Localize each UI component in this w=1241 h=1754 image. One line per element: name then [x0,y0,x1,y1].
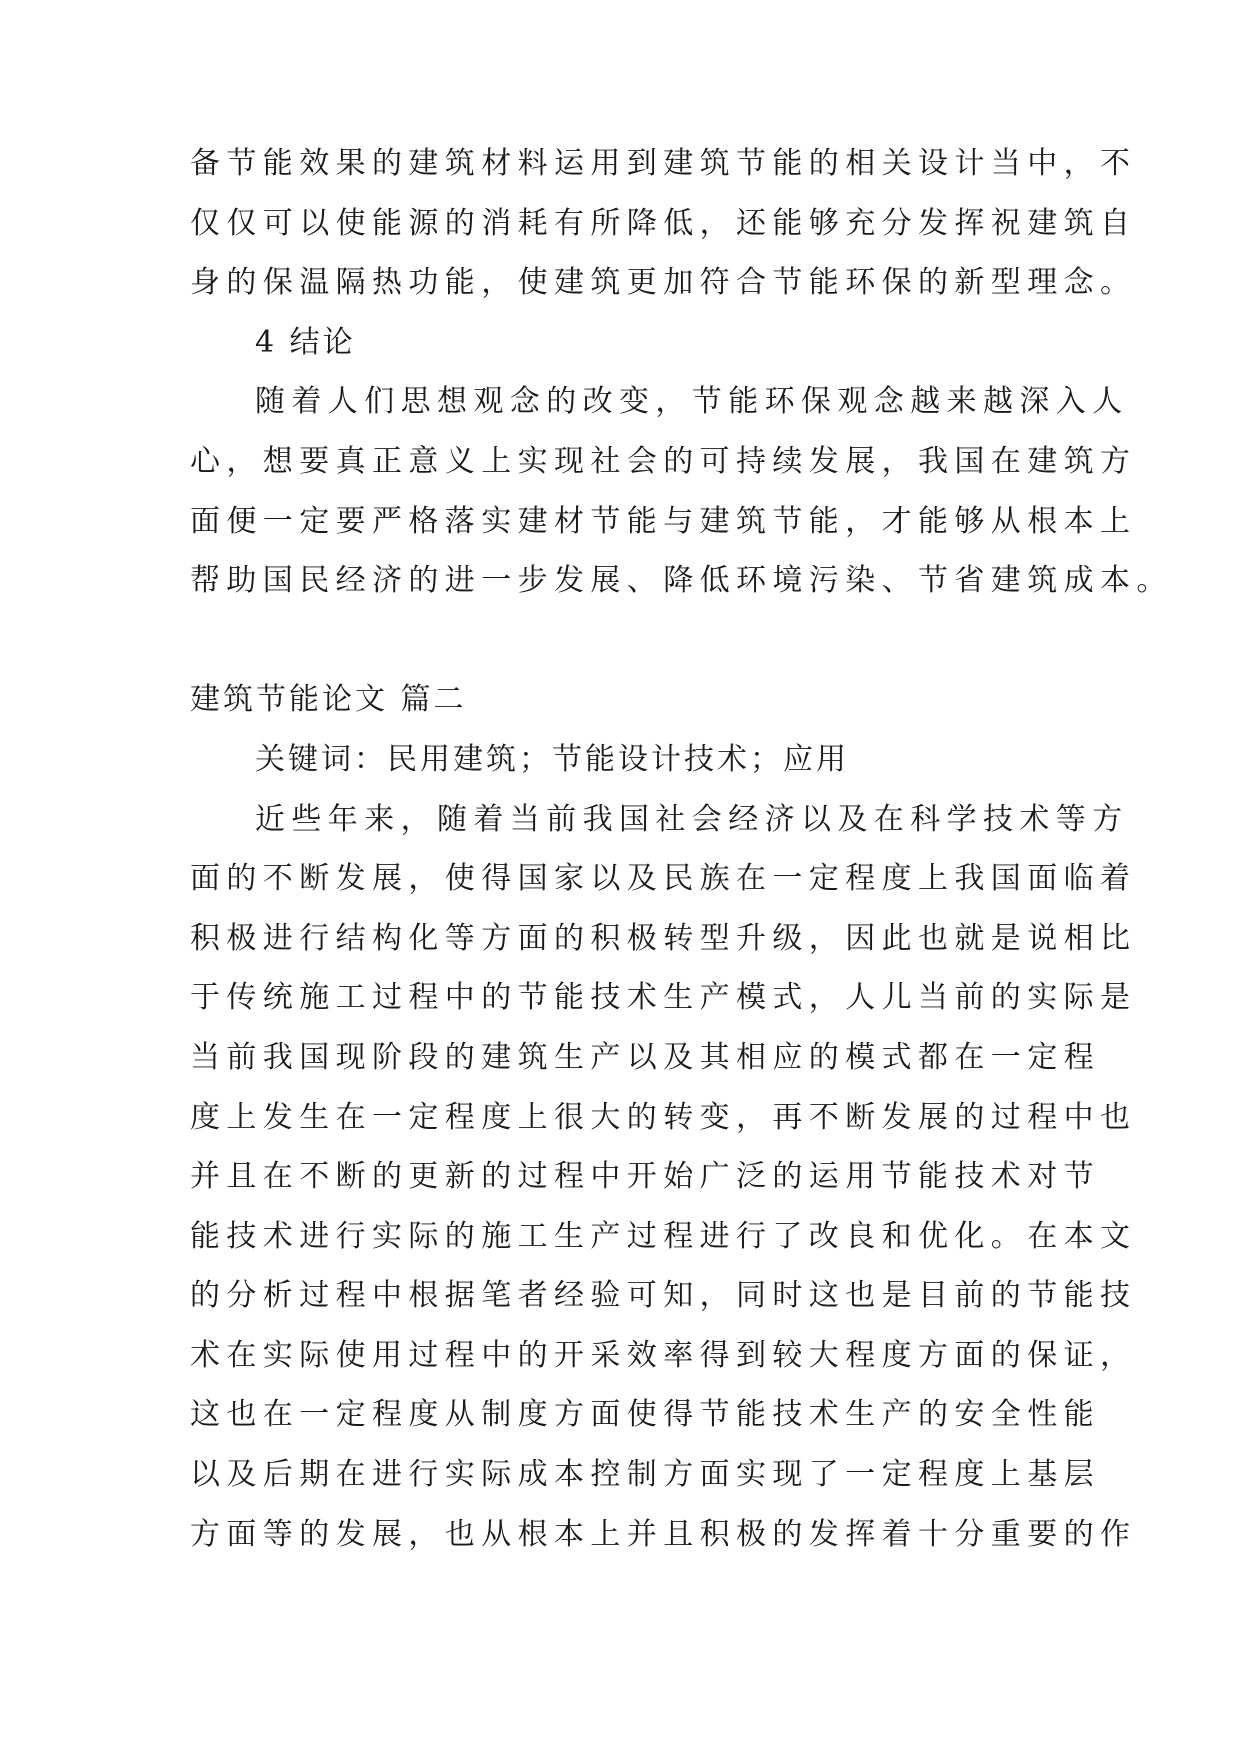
body-line: 能技术进行实际的施工生产过程进行了改良和优化。在本文 [190,1218,1137,1254]
body-line: 度上发生在一定程度上很大的转变，再不断发展的过程中也 [190,1099,1137,1135]
section-one [190,134,1173,611]
body-line: 面的不断发展，使得国家以及民族在一定程度上我国面临着 [190,861,1137,897]
conclusion-line: 面便一定要严格落实建材节能与建筑节能，才能够从根本上 [190,503,1137,539]
body-line: 术在实际使用过程中的开采效率得到较大程度方面的保证， [190,1337,1137,1373]
body-line: 方面等的发展，也从根本上并且积极的发挥着十分重要的作 [190,1516,1137,1552]
body-line: 的分析过程中根据笔者经验可知，同时这也是目前的节能技 [190,1278,1137,1314]
section-gap [190,611,1070,671]
body-line: 于传统施工过程中的节能技术生产模式，人儿当前的实际是 [190,980,1137,1016]
body-line: 当前我国现阶段的建筑生产以及其相应的模式都在一定程 [190,1039,1100,1075]
paragraph-end-line: 备节能效果的建筑材料运用到建筑节能的相关设计当中，不 [190,146,1137,181]
document-body [190,134,1173,1564]
body-line: 积极进行结构化等方面的积极转型升级，因此也就是说相比 [190,920,1137,956]
conclusion-line: 心，想要真正意义上实现社会的可持续发展，我国在建筑方 [190,443,1137,479]
section-title: 建筑节能论文 篇二 [190,682,467,718]
keywords-line: 关键词：民用建筑；节能设计技术；应用 [255,741,849,777]
conclusion-heading: 4 结论 [255,324,356,360]
paragraph-end-line: 仅仅可以使能源的消耗有所降低，还能够充分发挥祝建筑自 [190,205,1137,241]
body-line: 以及后期在进行实际成本控制方面实现了一定程度上基层 [190,1457,1100,1493]
body-line: 近些年来，随着当前我国社会经济以及在科学技术等方 [255,801,1129,837]
body-line: 这也在一定程度从制度方面使得节能技术生产的安全性能 [190,1397,1100,1433]
section-two [190,670,1137,1564]
paragraph-end-line: 身的保温隔热功能，使建筑更加符合节能环保的新型理念。 [190,265,1137,301]
body-line: 并且在不断的更新的过程中开始广泛的运用节能技术对节 [190,1159,1100,1195]
conclusion-line: 随着人们思想观念的改变，节能环保观念越来越深入人 [255,384,1129,420]
conclusion-line: 帮助国民经济的进一步发展、降低环境污染、节省建筑成本。 [190,563,1173,599]
